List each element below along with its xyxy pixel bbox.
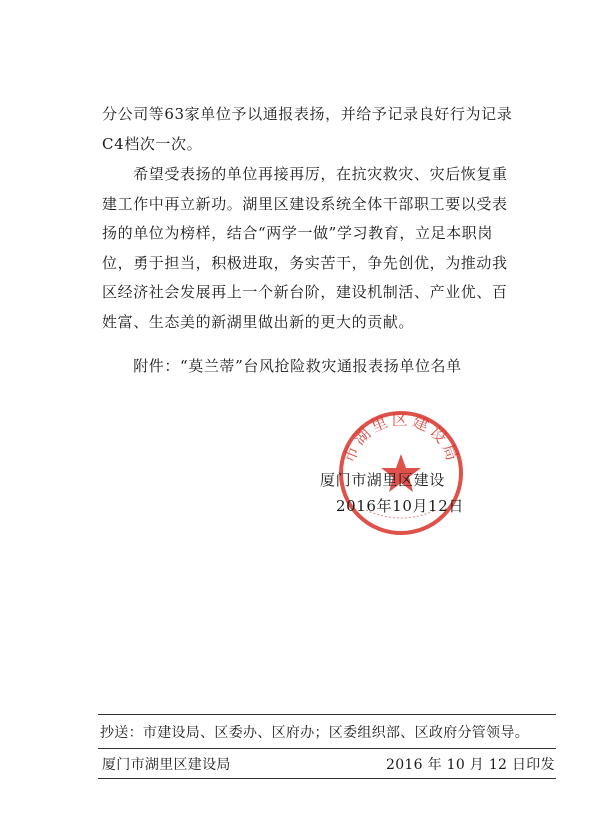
paragraph-line: C4档次一次。 xyxy=(102,134,203,153)
body-paragraph-1 xyxy=(102,100,513,159)
paragraph-line: 姓富、生态美的新湖里做出新的更大的贡献。 xyxy=(102,312,415,331)
divider xyxy=(98,778,556,779)
paragraph-line: 位，勇于担当，积极进取，务实苦干，争先创优，为推动我 xyxy=(102,253,508,272)
paragraph-line: 扬的单位为榜样，结合“两学一做”学习教育，立足本职岗 xyxy=(102,224,493,242)
body-paragraph-2 xyxy=(102,160,507,337)
divider xyxy=(98,748,556,749)
divider xyxy=(98,714,556,715)
seal-text: 市湖里区建设局 xyxy=(339,409,464,466)
paragraph-line: 分公司等63家单位予以通报表扬，并给予记录良好行为记录 xyxy=(102,105,513,123)
signature-organization: 厦门市湖里区建设 xyxy=(320,471,445,489)
attachment-note xyxy=(102,352,507,382)
issue-date: 2016 年 10 月 12 日印发 xyxy=(386,757,555,773)
paragraph-line: 区经济社会发展再上一个新台阶，建设机制活、产业优、百 xyxy=(102,283,508,301)
signature-date: 2016年10月12日 xyxy=(336,497,464,515)
attachment-line: 附件：“莫兰蒂”台风抢险救灾通报表扬单位名单 xyxy=(102,357,462,375)
issuing-office: 厦门市湖里区建设局 xyxy=(102,757,231,773)
paragraph-line: 希望受表扬的单位再接再厉，在抗灾救灾、灾后恢复重 xyxy=(102,165,508,183)
paragraph-line: 建工作中再立新功。湖里区建设系统全体干部职工要以受表 xyxy=(102,194,508,213)
cc-list: 抄送：市建设局、区委办、区府办；区委组织部、区政府分管领导。 xyxy=(100,725,529,741)
